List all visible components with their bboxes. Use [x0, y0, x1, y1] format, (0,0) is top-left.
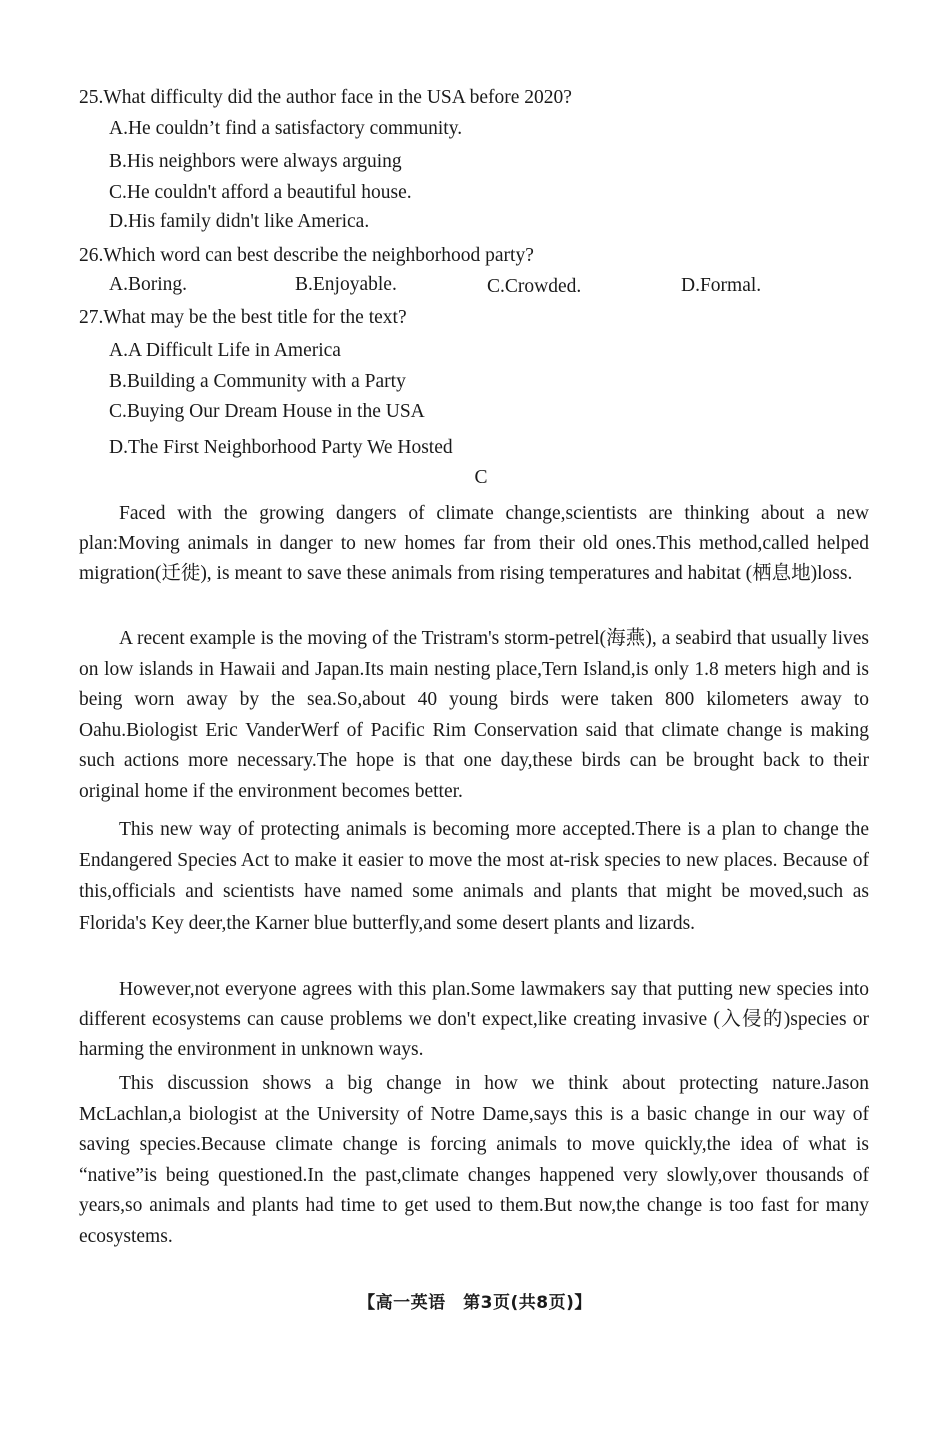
q25-option-b: B.His neighbors were always arguing	[109, 151, 402, 172]
passage-paragraph-2: A recent example is the moving of the Tristram's storm-petrel(海燕), a seabird that usually lives on low islands in Hawaii and Japan.Its main nesting place,Tern Island,is only 1.8 meters high and is being worn away by the sea.So,about 40 young birds were taken 800 kilometers away to Oahu.Biologist Eric VanderWerf of Pacific Rim Conservation said that climate change is making such actions more necessary.The hope is that one day,these birds can be brought back to their original home if the environment becomes better.	[79, 628, 869, 802]
q25-option-a: A.He couldn’t find a satisfactory community.	[109, 118, 463, 139]
q26-option-c: C.Crowded.	[487, 276, 582, 297]
page-footer: 【高一英语 第3页(共8页)】	[358, 1293, 592, 1313]
passage-paragraph-1: Faced with the growing dangers of climate change,scientists are thinking about a new plan:Moving animals in danger to new homes far from their old ones.This method,called helped migration(迁徙), is meant to save these animals from rising temperatures and habitat (栖息地)loss.	[79, 503, 869, 584]
passage-paragraph-5: This discussion shows a big change in how we think about protecting nature.Jason McLachlan,a biologist at the University of Notre Dame,says this is a basic change in our way of saving species.Because climate change is forcing animals to move quickly,the idea of what is “native”is being questioned.In the past,climate changes happened very slowly,over thousands of years,so animals and plants had time to get used to them.But now,the change is too fast for many ecosystems.	[79, 1073, 869, 1247]
q26-option-a: A.Boring.	[109, 274, 187, 295]
q27-option-c: C.Buying Our Dream House in the USA	[109, 401, 425, 422]
q26-stem: 26.Which word can best describe the neighborhood party?	[79, 245, 534, 266]
passage-paragraph-3: This new way of protecting animals is becoming more accepted.There is a plan to change the Endangered Species Act to make it easier to move the most at-risk species to new places. Because of this,officials and scientists have named some animals and plants that might be moved,such as Florida's Key deer,the Karner blue butterfly,and some desert plants and lizards.	[79, 819, 869, 934]
section-label: C	[474, 467, 488, 488]
q27-option-a: A.A Difficult Life in America	[109, 340, 341, 361]
q27-option-b: B.Building a Community with a Party	[109, 371, 406, 392]
q26-option-b: B.Enjoyable.	[295, 274, 397, 295]
q26-option-d: D.Formal.	[681, 275, 762, 296]
q27-stem: 27.What may be the best title for the text?	[79, 307, 407, 328]
passage-paragraph-4: However,not everyone agrees with this plan.Some lawmakers say that putting new species into different ecosystems can cause problems we don't expect,like creating invasive (入侵的)species or harming the environment in unknown ways.	[79, 979, 869, 1060]
q25-option-d: D.His family didn't like America.	[109, 211, 370, 232]
q27-option-d: D.The First Neighborhood Party We Hosted	[109, 437, 453, 458]
q26-options	[109, 274, 809, 300]
q25-stem: 25.What difficulty did the author face in the USA before 2020?	[79, 87, 572, 108]
q25-option-c: C.He couldn't afford a beautiful house.	[109, 182, 412, 203]
